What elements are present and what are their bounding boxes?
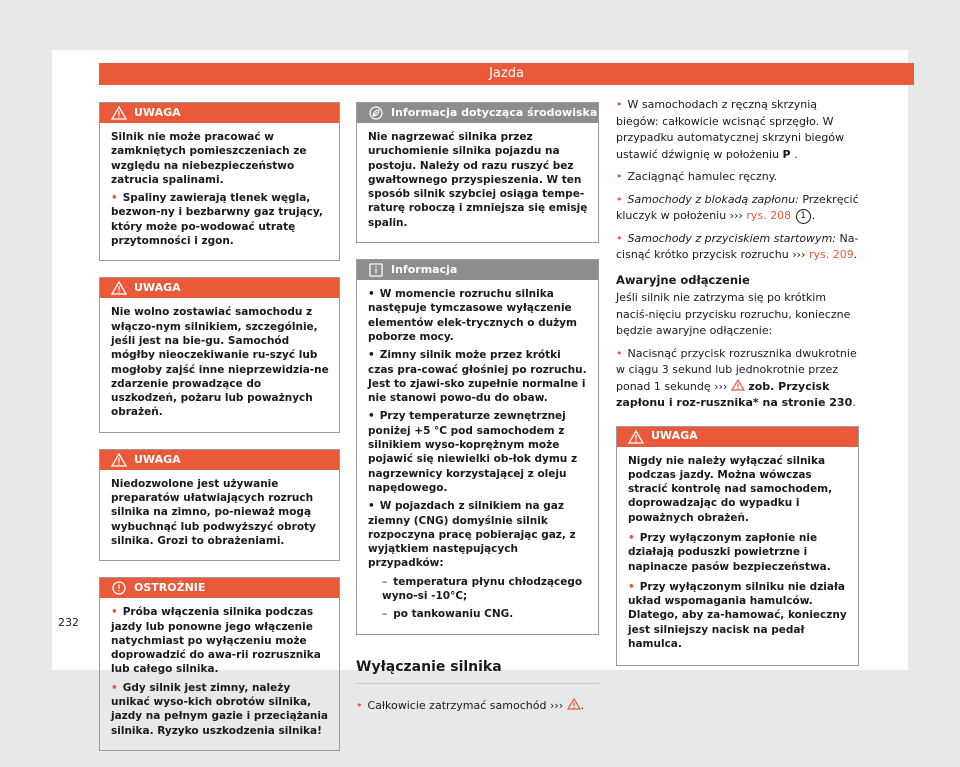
info-bullet: • W pojazdach z silnikiem na gaz ziemny (CNG) domyślnie silnik rozpoczyna pracę pobierając gaz, z wyjątkiem następujących przypadków:	[368, 499, 588, 570]
warning-title: UWAGA	[651, 429, 698, 443]
warning-ref-icon[interactable]	[731, 379, 745, 391]
step-item	[616, 97, 859, 163]
step-text: W samochodach z ręczną skrzynią biegów: całkowicie wcisnąć sprzęgło. W przypadku automatycznej skrzyni biegów ustawić dźwignię w położeniu	[616, 98, 845, 161]
warning-icon	[111, 281, 127, 295]
step-item: • Nacisnąć przycisk rozrusznika dwukrotnie w ciągu 3 sekund lub jednokrotnie przez ponad 1 sekundę ››› zob. Przycisk zapłonu i roz-rusznika* na stronie 230.	[616, 346, 859, 412]
right-column	[616, 97, 859, 682]
step-item: • Zaciągnąć hamulec ręczny.	[616, 169, 859, 186]
warning-bullet: • Przy wyłączonym zapłonie nie działają poduszki powietrzne i napinacze pasów bezpieczeństwa.	[628, 531, 848, 574]
page-link[interactable]: zob. Przycisk zapłonu i roz-rusznika* na stronie 230	[616, 379, 853, 409]
figure-link[interactable]: rys. 208	[746, 209, 792, 222]
warning-text: Nigdy nie należy wyłączać silnika podczas jazdy. Można wówczas stracić kontrolę nad samochodem, doprowadzając do wypadku i poważnych obrażeń.	[628, 454, 833, 524]
warning-box-3	[99, 449, 340, 561]
figure-link[interactable]: rys. 209	[808, 248, 854, 261]
warning-title: UWAGA	[134, 452, 181, 466]
info-subitem: – temperatura płynu chłodzącego wyno-si -10°C;	[368, 575, 588, 604]
info-header	[357, 260, 598, 280]
warning-icon	[111, 453, 127, 467]
middle-column	[356, 102, 599, 720]
step-item: • Całkowicie zatrzymać samochód ››› .	[356, 698, 599, 715]
warning-icon	[111, 106, 127, 120]
page-header: Jazda	[99, 63, 914, 85]
environment-header	[357, 103, 598, 123]
warning-text: Nie wolno zostawiać samochodu z włączo-nym silnikiem, szczególnie, jeśli jest na bie-gu. Samochód mógłby nieoczekiwanie ru-szyć lub mogłoby zajść inne nieprzewidzia-ne zdarzenie prowadzące do uszkodzeń, pożaru lub poważnych obrażeń.	[111, 306, 329, 419]
step-text: Nacisnąć przycisk rozrusznika dwukrotnie w ciągu 3 sekund lub jednokrotnie przez ponad 1 sekundę	[616, 346, 857, 393]
ref-arrows: ›››	[549, 698, 564, 712]
warning-header	[100, 278, 339, 298]
step-item: • Samochody z blokadą zapłonu: Przekręcić kluczyk w położeniu ››› rys. 208 1 .	[616, 192, 859, 225]
warning-text: Silnik nie może pracować w zamkniętych pomieszczeniach ze względu na niebezpieczeństwo zatrucia spalinami.	[111, 131, 307, 186]
caution-bullet: • Próba włączenia silnika podczas jazdy lub ponowne jego włączenie natychmiast po wyłączeniu może doprowadzić do awa-rii rozrusznika lub całego silnika.	[111, 605, 329, 676]
warning-icon	[628, 430, 644, 444]
punct: .	[794, 147, 798, 161]
info-icon	[368, 263, 384, 277]
callout-number: 1	[796, 209, 811, 224]
warning-title: UWAGA	[134, 281, 181, 295]
warning-header	[617, 427, 858, 447]
step-item: • Samochody z przyciskiem startowym: Na-cisnąć krótko przycisk rozruchu ››› rys. 209.	[616, 231, 859, 264]
gear-position: P	[782, 147, 791, 161]
warning-box-2	[99, 277, 340, 432]
ref-arrows: ›››	[792, 248, 806, 261]
warning-bullet: • Spaliny zawierają tlenek węgla, bezwon-ny i bezbarwny gaz trujący, który może po-wodować utratę przytomności i zgon.	[111, 191, 329, 248]
subsection-heading: Awaryjne odłączenie	[616, 272, 750, 287]
warning-bullet: • Przy wyłączonym silniku nie działa układ wspomagania hamulców. Dlatego, aby za-hamować, konieczny jest silniejszy nacisk na pedał hamulca.	[628, 580, 848, 651]
warning-title: UWAGA	[134, 105, 181, 119]
caution-bullet: • Gdy silnik jest zimny, należy unikać wyso-kich obrotów silnika, jazdy na pełnym gazie i przeciążania silnika. Ryzyko uszkodzenia silnika!	[111, 681, 329, 738]
step-text: Na-cisnąć krótko przycisk rozruchu	[616, 231, 859, 261]
page-number: 232	[58, 616, 79, 629]
ref-arrows: ›››	[714, 379, 728, 393]
info-title: Informacja	[391, 262, 458, 276]
info-bullet: • W momencie rozruchu silnika następuje tymczasowe wyłączenie elementów elek-trycznych o dużym poborze mocy.	[368, 287, 588, 344]
environment-text: Nie nagrzewać silnika przez uruchomienie silnika pojazdu na postoju. Należy od razu ruszyć bez gwałtownego przyspieszenia. W ten sposób silnik szybciej osiąga tempe-raturę roboczą i zmniejsza się emisję spalin.	[368, 131, 588, 229]
paragraph: Jeśli silnik nie zatrzyma się po krótkim naciś-nięciu przycisku rozruchu, konieczne będzie awaryjne odłączenie:	[616, 291, 851, 337]
caution-header	[100, 578, 339, 598]
warning-header	[100, 103, 339, 123]
caution-title: OSTROŻNIE	[134, 581, 206, 595]
step-label: Samochody z przyciskiem startowym:	[627, 231, 836, 245]
left-column	[99, 102, 340, 767]
info-bullet: • Zimny silnik może przez krótki czas pra-cować głośniej po rozruchu. Jest to zjawi-sko zupełnie normalne i nie stanowi powo-du do obaw.	[368, 348, 588, 405]
ref-arrows: ›››	[729, 209, 743, 222]
info-box	[356, 259, 599, 635]
info-bullet: • Przy temperaturze zewnętrznej poniżej +5 °C pod samochodem z silnikiem wyso-koprężnym może pojawić się niewielki ob-łok dymu z nagrzewnicy korzystającej z oleju napędowego.	[368, 409, 588, 495]
section-body	[356, 698, 599, 715]
caution-icon	[111, 581, 127, 595]
leaf-icon	[368, 106, 384, 120]
warning-box-1	[99, 102, 340, 261]
step-label: Samochody z blokadą zapłonu:	[627, 192, 799, 206]
environment-title: Informacja dotycząca środowiska	[391, 105, 598, 119]
warning-header	[100, 450, 339, 470]
section-title: Wyłączanie silnika	[356, 653, 599, 684]
environment-box	[356, 102, 599, 243]
caution-box	[99, 577, 340, 751]
step-text: Przekręcić kluczyk w położeniu	[616, 192, 859, 222]
warning-box-4	[616, 426, 859, 667]
info-subitem: – po tankowaniu CNG.	[368, 607, 588, 621]
step-text: Całkowicie zatrzymać samochód	[367, 698, 547, 712]
warning-text: Niedozwolone jest używanie preparatów ułatwiających rozruch silnika na zimno, po-nieważ mogą wybuchnąć lub podwyższyć obroty silnika. Grozi to obrażeniami.	[111, 477, 316, 547]
